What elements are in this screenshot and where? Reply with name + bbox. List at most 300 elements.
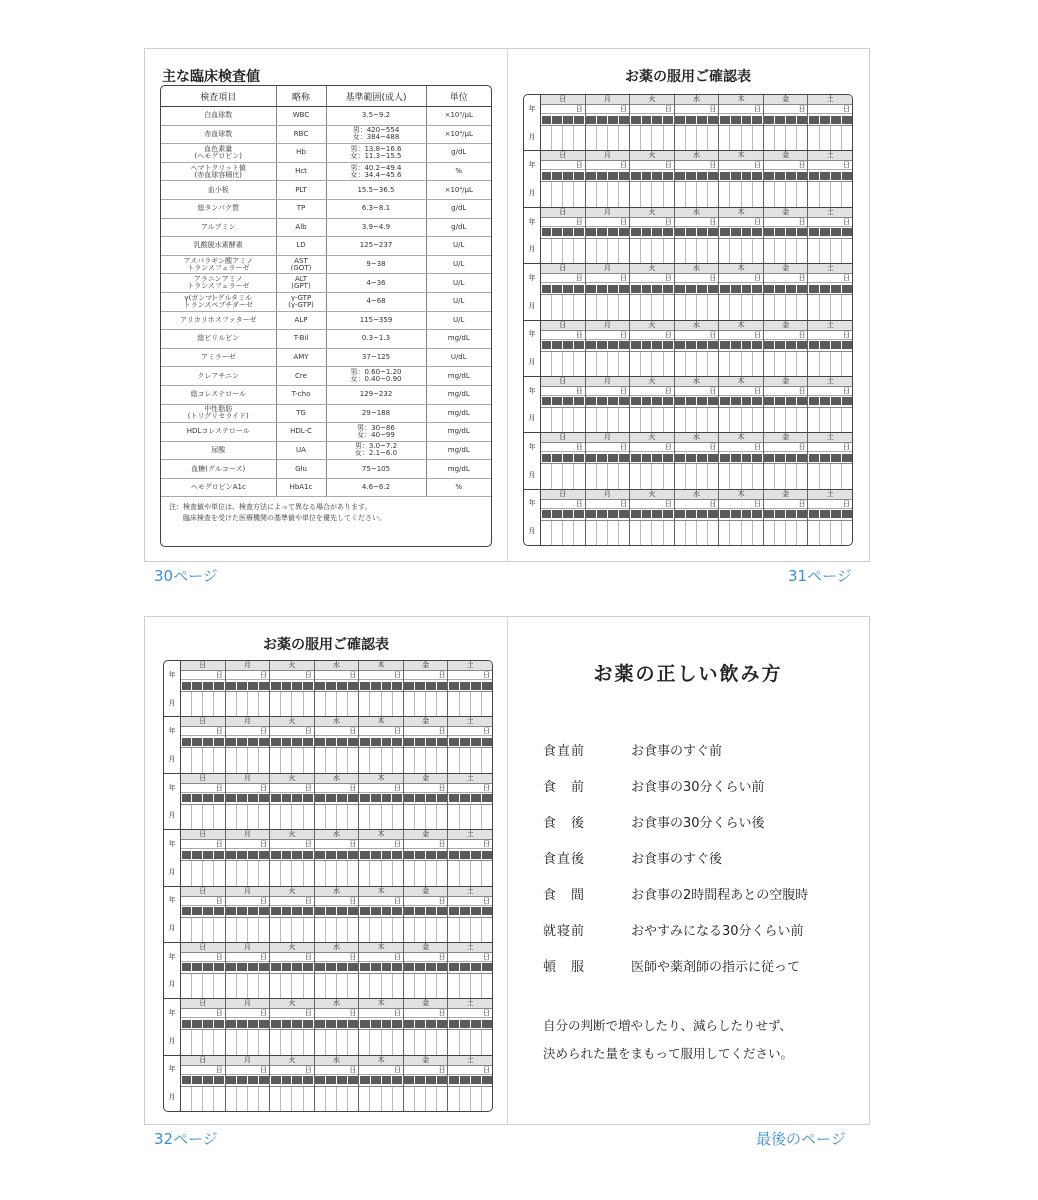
- weekday-label: 水: [675, 151, 719, 161]
- calendar-day: [226, 943, 271, 998]
- dose-check-box: [304, 805, 314, 829]
- calendar-day: [181, 943, 226, 998]
- dose-check-box: [203, 1087, 214, 1111]
- weekday-label: 金: [404, 717, 448, 727]
- dose-time-slot: [360, 738, 370, 746]
- dose-time-slots: [359, 1075, 403, 1087]
- day-number-label: 日: [270, 784, 314, 793]
- dose-check-box: [348, 1087, 358, 1111]
- weekday-label: 金: [764, 321, 808, 331]
- dose-time-slots: [226, 906, 270, 918]
- dose-time-slots: [448, 680, 492, 692]
- dose-check-box: [697, 126, 708, 150]
- weekday-label: 月: [226, 717, 270, 727]
- day-number-label: 日: [359, 671, 403, 680]
- day-number-label: 日: [404, 727, 448, 736]
- dose-check-box: [563, 352, 574, 376]
- lab-cell-range: 115~359: [326, 311, 426, 330]
- dose-check-box: [641, 239, 652, 263]
- day-number-label: 日: [541, 331, 585, 340]
- dose-time-slot: [809, 341, 819, 349]
- day-number-label: 日: [270, 727, 314, 736]
- calendar-day: [764, 208, 809, 263]
- dose-time-slot: [214, 907, 224, 915]
- dose-time-slots: [315, 906, 359, 918]
- lab-cell-abbr: Hct: [276, 162, 326, 181]
- dose-time-slot: [697, 341, 707, 349]
- dose-check-box: [237, 1087, 248, 1111]
- dose-check-box: [552, 126, 563, 150]
- dose-time-slot: [742, 172, 752, 180]
- dose-check-box: [237, 861, 248, 885]
- dose-time-slot: [449, 1020, 459, 1028]
- dose-time-slot: [797, 397, 807, 405]
- dose-check-boxes: [181, 692, 225, 716]
- dose-check-box: [563, 521, 574, 545]
- calendar-day: [315, 943, 360, 998]
- dose-time-slot: [337, 963, 347, 971]
- dose-time-slot: [809, 285, 819, 293]
- dose-time-slot: [203, 682, 213, 690]
- dose-time-slot: [404, 907, 414, 915]
- dose-check-box: [730, 521, 741, 545]
- dose-time-slots: [764, 227, 808, 239]
- month-label: 月: [168, 698, 176, 707]
- dose-time-slot: [642, 116, 652, 124]
- dose-check-boxes: [448, 748, 492, 772]
- lab-cell-abbr: AST (GOT): [276, 255, 326, 274]
- dose-time-slots: [541, 170, 585, 182]
- dose-check-boxes: [586, 408, 630, 432]
- dose-check-box: [426, 748, 437, 772]
- day-number-label: 日: [586, 274, 630, 283]
- dose-time-slots: [359, 680, 403, 692]
- dose-check-box: [415, 805, 426, 829]
- dose-time-slot: [460, 963, 470, 971]
- dose-time-slot: [686, 341, 696, 349]
- dose-check-box: [448, 805, 459, 829]
- calendar-day: [675, 95, 720, 150]
- dose-time-slot: [731, 172, 741, 180]
- dose-time-slot: [360, 682, 370, 690]
- calendar-day: [675, 433, 720, 488]
- dose-check-boxes: [630, 464, 674, 488]
- dose-check-box: [270, 918, 281, 942]
- dose-time-slot: [786, 510, 796, 518]
- dose-time-slot: [337, 738, 347, 746]
- dose-check-boxes: [764, 352, 808, 376]
- dose-check-box: [719, 521, 730, 545]
- lab-cell-unit: ×10⁴/μL: [426, 181, 491, 200]
- dose-time-slot: [471, 851, 481, 859]
- dose-time-slot: [731, 341, 741, 349]
- dose-check-box: [708, 126, 718, 150]
- dose-time-slot: [248, 1076, 258, 1084]
- dose-time-slot: [371, 851, 381, 859]
- dose-check-boxes: [315, 918, 359, 942]
- dose-time-slot: [775, 454, 785, 462]
- dose-time-slots: [270, 793, 314, 805]
- weekday-label: 水: [315, 887, 359, 897]
- dose-check-box: [382, 692, 393, 716]
- calendar-day: [181, 661, 226, 716]
- lab-cell-unit: U/L: [426, 311, 491, 330]
- dose-check-box: [248, 748, 259, 772]
- calendar-day: [270, 774, 315, 829]
- weekday-label: 木: [719, 208, 763, 218]
- medication-calendar: [523, 94, 853, 546]
- dose-time-slot: [752, 172, 762, 180]
- dose-check-box: [370, 692, 381, 716]
- lab-cell-item: ヘマトクリット値 (赤血球容積比): [161, 162, 276, 181]
- lab-row: [161, 162, 491, 181]
- dose-check-box: [697, 408, 708, 432]
- dose-time-slot: [663, 341, 673, 349]
- dose-time-slots: [359, 793, 403, 805]
- week-year-month-label: [524, 321, 541, 376]
- lab-cell-unit: %: [426, 162, 491, 181]
- weekday-label: 土: [808, 321, 852, 331]
- page-number-last: 最後のページ: [756, 1130, 846, 1148]
- spread-pages-30-31: [144, 48, 870, 562]
- dose-check-box: [697, 521, 708, 545]
- dose-check-box: [214, 692, 224, 716]
- calendar-day: [541, 264, 586, 319]
- dose-check-box: [608, 182, 619, 206]
- lab-values-table: [160, 85, 492, 547]
- dose-check-box: [259, 805, 269, 829]
- dose-check-box: [664, 464, 674, 488]
- dose-check-box: [552, 521, 563, 545]
- page-number-32: 32ページ: [154, 1130, 218, 1148]
- dose-check-box: [382, 974, 393, 998]
- calendar-day: [541, 321, 586, 376]
- dose-check-box: [237, 692, 248, 716]
- dose-time-slots: [404, 906, 448, 918]
- dose-check-box: [214, 861, 224, 885]
- dose-check-boxes: [586, 352, 630, 376]
- dose-check-box: [831, 408, 842, 432]
- year-label: 年: [168, 896, 176, 905]
- dose-check-box: [226, 861, 237, 885]
- week-year-month-label: [164, 999, 181, 1054]
- lab-cell-range: 男：30~86 女：40~99: [326, 423, 426, 442]
- calendar-day: [808, 264, 852, 319]
- dose-check-box: [574, 408, 584, 432]
- dose-check-boxes: [404, 974, 448, 998]
- weekday-label: 金: [404, 943, 448, 953]
- dose-check-box: [808, 126, 819, 150]
- dose-time-slot: [764, 172, 774, 180]
- timing-label: 食 間: [543, 888, 586, 903]
- dose-time-slot: [809, 228, 819, 236]
- dose-check-box: [563, 126, 574, 150]
- weekday-label: 月: [226, 1056, 270, 1066]
- dose-check-boxes: [719, 182, 763, 206]
- weekday-label: 木: [719, 490, 763, 500]
- dose-time-slot: [652, 510, 662, 518]
- dose-check-box: [203, 974, 214, 998]
- dose-check-boxes: [270, 861, 314, 885]
- dose-check-box: [686, 352, 697, 376]
- dose-check-box: [460, 974, 471, 998]
- dose-time-slot: [348, 682, 358, 690]
- dose-check-box: [686, 295, 697, 319]
- dose-time-slots: [675, 170, 719, 182]
- weekday-label: 月: [586, 208, 630, 218]
- dose-check-box: [259, 918, 269, 942]
- dose-time-slot: [631, 397, 641, 405]
- dose-time-slot: [574, 510, 584, 518]
- dose-time-slots: [226, 793, 270, 805]
- dose-check-box: [764, 352, 775, 376]
- dose-time-slot: [608, 116, 618, 124]
- weekday-label: 土: [448, 1056, 492, 1066]
- dose-time-slot: [652, 285, 662, 293]
- timing-description: お食事の2時間程あとの空腹時: [631, 888, 809, 903]
- dose-time-slot: [415, 738, 425, 746]
- dose-time-slot: [552, 172, 562, 180]
- dose-time-slots: [359, 1018, 403, 1030]
- day-number-label: 日: [719, 218, 763, 227]
- dose-time-slot: [292, 1076, 302, 1084]
- calendar-day: [719, 377, 764, 432]
- dose-time-slot: [663, 116, 673, 124]
- dose-time-slot: [426, 1076, 436, 1084]
- dose-time-slot: [237, 1076, 247, 1084]
- dose-check-box: [664, 352, 674, 376]
- dose-time-slot: [337, 851, 347, 859]
- dose-time-slot: [752, 510, 762, 518]
- calendar-day: [315, 717, 360, 772]
- day-number-label: 日: [675, 443, 719, 452]
- dose-check-box: [552, 295, 563, 319]
- dose-check-box: [226, 1087, 237, 1111]
- dose-time-slot: [631, 228, 641, 236]
- dose-check-box: [337, 1087, 348, 1111]
- dose-time-slot: [248, 738, 258, 746]
- calendar-day: [586, 377, 631, 432]
- calendar-day: [226, 999, 271, 1054]
- dose-time-slot: [214, 963, 224, 971]
- dose-time-slot: [608, 454, 618, 462]
- day-number-label: 日: [541, 274, 585, 283]
- week-year-month-label: [524, 208, 541, 263]
- dose-check-box: [226, 692, 237, 716]
- dose-time-slots: [586, 340, 630, 352]
- dose-time-slots: [226, 1018, 270, 1030]
- dose-time-slot: [271, 738, 281, 746]
- day-number-label: 日: [448, 1009, 492, 1018]
- day-number-label: 日: [181, 1066, 225, 1075]
- day-number-label: 日: [181, 727, 225, 736]
- month-label: 月: [168, 1036, 176, 1045]
- dose-time-slot: [482, 1076, 492, 1084]
- dose-check-box: [337, 861, 348, 885]
- day-number-label: 日: [630, 274, 674, 283]
- day-number-label: 日: [719, 161, 763, 170]
- dose-time-slot: [652, 172, 662, 180]
- lab-cell-range: 男：420~554 女：384~488: [326, 125, 426, 144]
- dose-check-box: [574, 182, 584, 206]
- dose-check-box: [742, 239, 753, 263]
- dose-time-slot: [237, 794, 247, 802]
- dose-check-boxes: [404, 1087, 448, 1111]
- dosage-warning: [543, 1012, 793, 1068]
- dose-check-box: [630, 295, 641, 319]
- lab-cell-range: 男：13.8~16.6 女：11.3~15.5: [326, 144, 426, 163]
- dose-time-slot: [337, 794, 347, 802]
- dose-time-slot: [315, 738, 325, 746]
- dose-time-slots: [541, 340, 585, 352]
- day-number-label: 日: [719, 331, 763, 340]
- dose-time-slot: [775, 341, 785, 349]
- week-year-month-label: [524, 151, 541, 206]
- dose-check-box: [619, 182, 629, 206]
- weekday-label: 木: [359, 999, 403, 1009]
- dose-check-box: [404, 805, 415, 829]
- dose-time-slot: [449, 794, 459, 802]
- dose-time-slots: [808, 340, 852, 352]
- weekday-label: 水: [675, 377, 719, 387]
- weekday-label: 木: [719, 264, 763, 274]
- dose-time-slot: [460, 794, 470, 802]
- dose-time-slot: [552, 285, 562, 293]
- dose-time-slot: [460, 682, 470, 690]
- weekday-label: 金: [764, 264, 808, 274]
- dose-time-slot: [842, 397, 852, 405]
- dose-check-box: [248, 692, 259, 716]
- dose-time-slot: [392, 963, 402, 971]
- lab-cell-unit: mg/dL: [426, 460, 491, 479]
- dose-check-boxes: [181, 805, 225, 829]
- dose-check-box: [730, 295, 741, 319]
- year-label: 年: [528, 443, 536, 452]
- dose-check-box: [192, 1087, 203, 1111]
- dose-check-box: [471, 748, 482, 772]
- dose-time-slot: [271, 794, 281, 802]
- dose-check-boxes: [226, 974, 270, 998]
- lab-cell-item: 白血球数: [161, 107, 276, 126]
- dose-check-box: [326, 805, 337, 829]
- dose-time-slot: [731, 116, 741, 124]
- dose-time-slot: [437, 1076, 447, 1084]
- lab-cell-unit: mg/dL: [426, 423, 491, 442]
- dose-time-slot: [382, 1020, 392, 1028]
- dose-check-box: [393, 1030, 403, 1054]
- dose-check-box: [270, 748, 281, 772]
- dose-time-slot: [552, 397, 562, 405]
- dose-check-boxes: [181, 748, 225, 772]
- dose-check-boxes: [359, 918, 403, 942]
- dose-time-slot: [259, 851, 269, 859]
- dose-time-slot: [248, 851, 258, 859]
- calendar-week: [524, 321, 852, 377]
- dose-time-slots: [270, 1018, 314, 1030]
- dose-check-box: [281, 1087, 292, 1111]
- lab-row: [161, 423, 491, 442]
- calendar-day: [764, 321, 809, 376]
- dose-check-boxes: [675, 352, 719, 376]
- dose-check-box: [181, 805, 192, 829]
- week-year-month-label: [524, 433, 541, 488]
- dose-check-box: [831, 464, 842, 488]
- weekday-label: 火: [630, 208, 674, 218]
- dose-time-slot: [203, 1076, 213, 1084]
- dose-check-box: [831, 295, 842, 319]
- lab-cell-range: 29~188: [326, 404, 426, 423]
- dose-check-box: [820, 352, 831, 376]
- dose-time-slots: [541, 114, 585, 126]
- dose-time-slot: [404, 1076, 414, 1084]
- dose-check-box: [586, 464, 597, 488]
- dose-check-boxes: [586, 239, 630, 263]
- dose-check-box: [181, 692, 192, 716]
- calendar-day: [226, 1056, 271, 1111]
- lab-cell-abbr: Cre: [276, 367, 326, 386]
- dose-time-slot: [214, 851, 224, 859]
- dose-check-box: [786, 521, 797, 545]
- dose-check-boxes: [359, 1087, 403, 1111]
- dose-time-slot: [686, 510, 696, 518]
- dose-check-box: [192, 1030, 203, 1054]
- dose-check-box: [742, 464, 753, 488]
- dose-time-slot: [371, 1020, 381, 1028]
- weekday-label: 日: [541, 490, 585, 500]
- dose-check-boxes: [630, 408, 674, 432]
- day-number-label: 日: [448, 1066, 492, 1075]
- weekday-label: 木: [719, 321, 763, 331]
- dose-check-boxes: [226, 1030, 270, 1054]
- dose-check-box: [471, 974, 482, 998]
- dose-time-slots: [226, 680, 270, 692]
- weekday-label: 金: [404, 999, 448, 1009]
- dose-check-box: [764, 126, 775, 150]
- dose-check-box: [292, 861, 303, 885]
- lab-row: [161, 385, 491, 404]
- calendar-day: [181, 717, 226, 772]
- dose-check-box: [460, 805, 471, 829]
- dose-time-slot: [326, 963, 336, 971]
- lab-cell-range: 0.3~1.3: [326, 330, 426, 349]
- dose-time-slot: [619, 454, 629, 462]
- dose-time-slot: [809, 116, 819, 124]
- dose-check-box: [664, 126, 674, 150]
- dose-check-boxes: [541, 352, 585, 376]
- dose-check-box: [270, 692, 281, 716]
- dose-time-slot: [248, 907, 258, 915]
- dose-check-boxes: [315, 748, 359, 772]
- dose-time-slot: [226, 1076, 236, 1084]
- dose-check-box: [597, 126, 608, 150]
- dose-check-box: [775, 408, 786, 432]
- dose-check-box: [437, 1030, 447, 1054]
- day-number-label: 日: [404, 784, 448, 793]
- dose-check-box: [460, 918, 471, 942]
- calendar-day: [359, 830, 404, 885]
- day-number-label: 日: [586, 500, 630, 509]
- dose-time-slots: [270, 849, 314, 861]
- dose-check-box: [686, 464, 697, 488]
- dose-time-slot: [460, 1076, 470, 1084]
- lab-cell-unit: g/dL: [426, 199, 491, 218]
- lab-values-title: 主な臨床検査値: [162, 69, 260, 85]
- dose-check-boxes: [181, 918, 225, 942]
- lab-cell-abbr: γ-GTP (γ-GTP): [276, 292, 326, 311]
- dose-time-slot: [482, 851, 492, 859]
- dose-time-slot: [574, 454, 584, 462]
- dose-time-slots: [719, 509, 763, 521]
